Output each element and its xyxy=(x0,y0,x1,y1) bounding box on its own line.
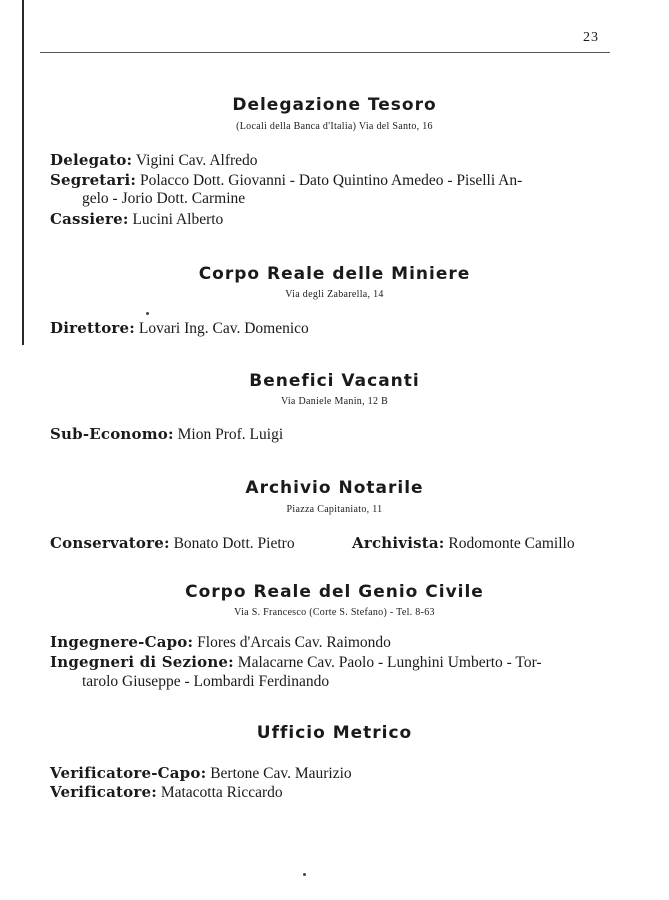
entry-verificatore: Verificatore: Matacotta Riccardo xyxy=(50,783,283,801)
scan-speck xyxy=(303,873,306,876)
entry-value: Bertone Cav. Maurizio xyxy=(210,765,352,782)
entry-value: Malacarne Cav. Paolo - Lunghini Umberto - Tor- xyxy=(237,654,542,671)
entry-archivista: Archivista: Rodomonte Camillo xyxy=(352,534,575,552)
entry-value: Flores d'Arcais Cav. Raimondo xyxy=(197,634,391,651)
entry-value: Lovari Ing. Cav. Domenico xyxy=(138,320,309,337)
entry-ingegnere-capo: Ingegnere-Capo: Flores d'Arcais Cav. Raimondo xyxy=(50,633,391,651)
section-title-genio-civile: Corpo Reale del Genio Civile xyxy=(185,582,484,602)
header-rule xyxy=(40,52,610,53)
entry-value: Matacotta Riccardo xyxy=(160,784,283,801)
section-title-ufficio-metrico: Ufficio Metrico xyxy=(256,723,413,743)
entry-value: Vigini Cav. Alfredo xyxy=(135,152,258,169)
entry-value: Bonato Dott. Pietro xyxy=(173,535,295,552)
entry-sub-economo: Sub-Economo: Mion Prof. Luigi xyxy=(50,425,284,443)
entry-ingegneri-sezione: Ingegneri di Sezione: Malacarne Cav. Paolo - Lunghini Umberto - Tor- xyxy=(50,653,542,671)
entry-label: Conservatore xyxy=(50,534,164,552)
entry-label: Verificatore-Capo xyxy=(50,764,201,782)
section-title-benefici-vacanti: Benefici Vacanti xyxy=(249,371,420,391)
entry-direttore: Direttore: Lovari Ing. Cav. Domenico xyxy=(50,319,309,337)
page-number: 23 xyxy=(583,30,599,45)
scan-speck xyxy=(146,312,149,315)
section-address-corpo-reale-miniere: Via degli Zabarella, 14 xyxy=(285,289,384,300)
section-title-delegazione-tesoro: Delegazione Tesoro xyxy=(232,95,437,115)
entry-label: Verificatore xyxy=(50,783,152,801)
entry-verificatore-capo: Verificatore-Capo: Bertone Cav. Maurizio xyxy=(50,764,352,782)
entry-label: Archivista xyxy=(352,534,439,552)
entry-value: Lucini Alberto xyxy=(132,211,224,228)
entry-conservatore: Conservatore: Bonato Dott. Pietro xyxy=(50,534,295,552)
section-address-benefici-vacanti: Via Daniele Manin, 12 B xyxy=(280,396,389,407)
entry-label: Segretari xyxy=(50,171,131,189)
entry-segretari: Segretari: Polacco Dott. Giovanni - Dato Quintino Amedeo - Piselli An- xyxy=(50,171,523,189)
section-address-archivio-notarile: Piazza Capitaniato, 11 xyxy=(286,504,383,515)
entry-ingegneri-sezione-continuation: tarolo Giuseppe - Lombardi Ferdinando xyxy=(82,673,330,690)
section-address-genio-civile: Via S. Francesco (Corte S. Stefano) - Tel. 8-63 xyxy=(234,607,435,618)
entry-label: Ingegnere-Capo xyxy=(50,633,188,651)
entry-label: Ingegneri di Sezione xyxy=(50,653,229,671)
entry-value: Mion Prof. Luigi xyxy=(177,426,284,443)
entry-value: Rodomonte Camillo xyxy=(448,535,575,552)
entry-label: Sub-Economo xyxy=(50,425,169,443)
section-title-archivio-notarile: Archivio Notarile xyxy=(245,478,424,498)
section-address-delegazione-tesoro: (Locali della Banca d'Italia) Via del Santo, 16 xyxy=(236,121,433,132)
entry-value: Polacco Dott. Giovanni - Dato Quintino Amedeo - Piselli An- xyxy=(140,172,523,189)
entry-segretari-continuation: gelo - Jorio Dott. Carmine xyxy=(82,190,246,207)
entry-cassiere: Cassiere: Lucini Alberto xyxy=(50,210,224,228)
entry-label: Delegato xyxy=(50,151,127,169)
entry-delegato: Delegato: Vigini Cav. Alfredo xyxy=(50,151,258,169)
entry-label: Direttore xyxy=(50,319,130,337)
entry-label: Cassiere xyxy=(50,210,123,228)
section-title-corpo-reale-miniere: Corpo Reale delle Miniere xyxy=(198,264,471,284)
